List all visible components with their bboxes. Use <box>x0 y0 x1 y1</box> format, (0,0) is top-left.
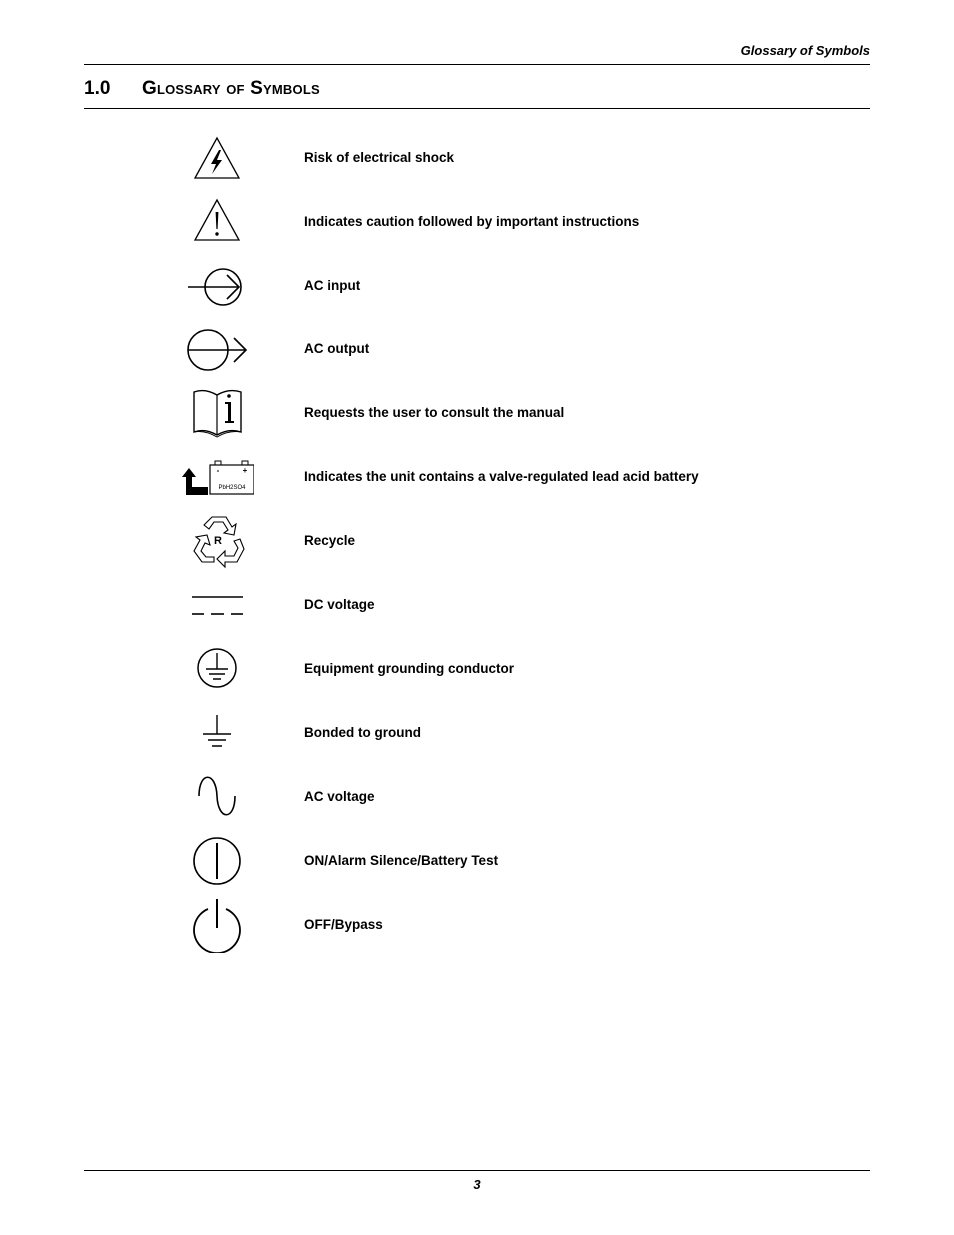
symbol-label: AC voltage <box>304 789 375 804</box>
battery-chemistry-label: PbH2SO4 <box>218 485 246 491</box>
symbol-row <box>0 513 954 569</box>
bonded-ground-icon <box>180 705 254 761</box>
lead-acid-battery-icon <box>180 449 254 505</box>
battery-plus-label: + <box>242 466 248 475</box>
symbol-label: AC input <box>304 278 361 293</box>
ac-voltage-icon <box>180 769 254 825</box>
equipment-grounding-icon <box>180 641 254 697</box>
symbol-label: Requests the user to consult the manual <box>304 405 565 420</box>
symbol-row <box>0 385 954 441</box>
symbol-row <box>0 258 954 314</box>
caution-exclamation-icon <box>180 194 254 250</box>
symbol-row <box>0 194 954 250</box>
electric-shock-warning-icon <box>180 130 254 186</box>
recycle-icon <box>180 513 254 569</box>
symbol-label: Recycle <box>304 533 356 548</box>
running-header: Glossary of Symbols <box>740 43 870 58</box>
symbol-label: DC voltage <box>304 597 375 612</box>
dc-voltage-icon <box>180 577 254 633</box>
off-bypass-icon <box>180 897 254 953</box>
symbol-label: Bonded to ground <box>304 725 421 740</box>
section-number: 1.0 <box>84 78 111 99</box>
symbol-row <box>0 130 954 186</box>
symbol-label: OFF/Bypass <box>304 917 383 932</box>
ac-output-icon <box>180 321 254 377</box>
page-number: 3 <box>473 1177 481 1192</box>
symbol-row <box>0 897 954 953</box>
symbol-row <box>0 449 954 505</box>
section-rule <box>84 108 870 109</box>
symbol-label: Indicates the unit contains a valve-regulated lead acid battery <box>304 469 699 484</box>
symbol-label: Risk of electrical shock <box>304 150 455 165</box>
symbol-row <box>0 577 954 633</box>
ac-input-icon <box>180 258 254 314</box>
symbol-label: AC output <box>304 341 370 356</box>
symbol-row <box>0 321 954 377</box>
battery-minus-label: - <box>216 466 220 475</box>
symbol-label: Equipment grounding conductor <box>304 661 514 676</box>
recycle-letter: R <box>214 535 222 547</box>
symbol-row <box>0 705 954 761</box>
symbol-label: Indicates caution followed by important instructions <box>304 214 640 229</box>
symbol-row <box>0 833 954 889</box>
symbol-row <box>0 769 954 825</box>
symbol-label: ON/Alarm Silence/Battery Test <box>304 853 499 868</box>
symbol-row <box>0 641 954 697</box>
header-rule <box>84 64 870 65</box>
footer-rule <box>84 1170 870 1171</box>
section-heading <box>84 78 320 100</box>
on-alarm-silence-icon <box>180 833 254 889</box>
consult-manual-icon <box>180 385 254 441</box>
section-title: Glossary of Symbols <box>142 78 320 99</box>
